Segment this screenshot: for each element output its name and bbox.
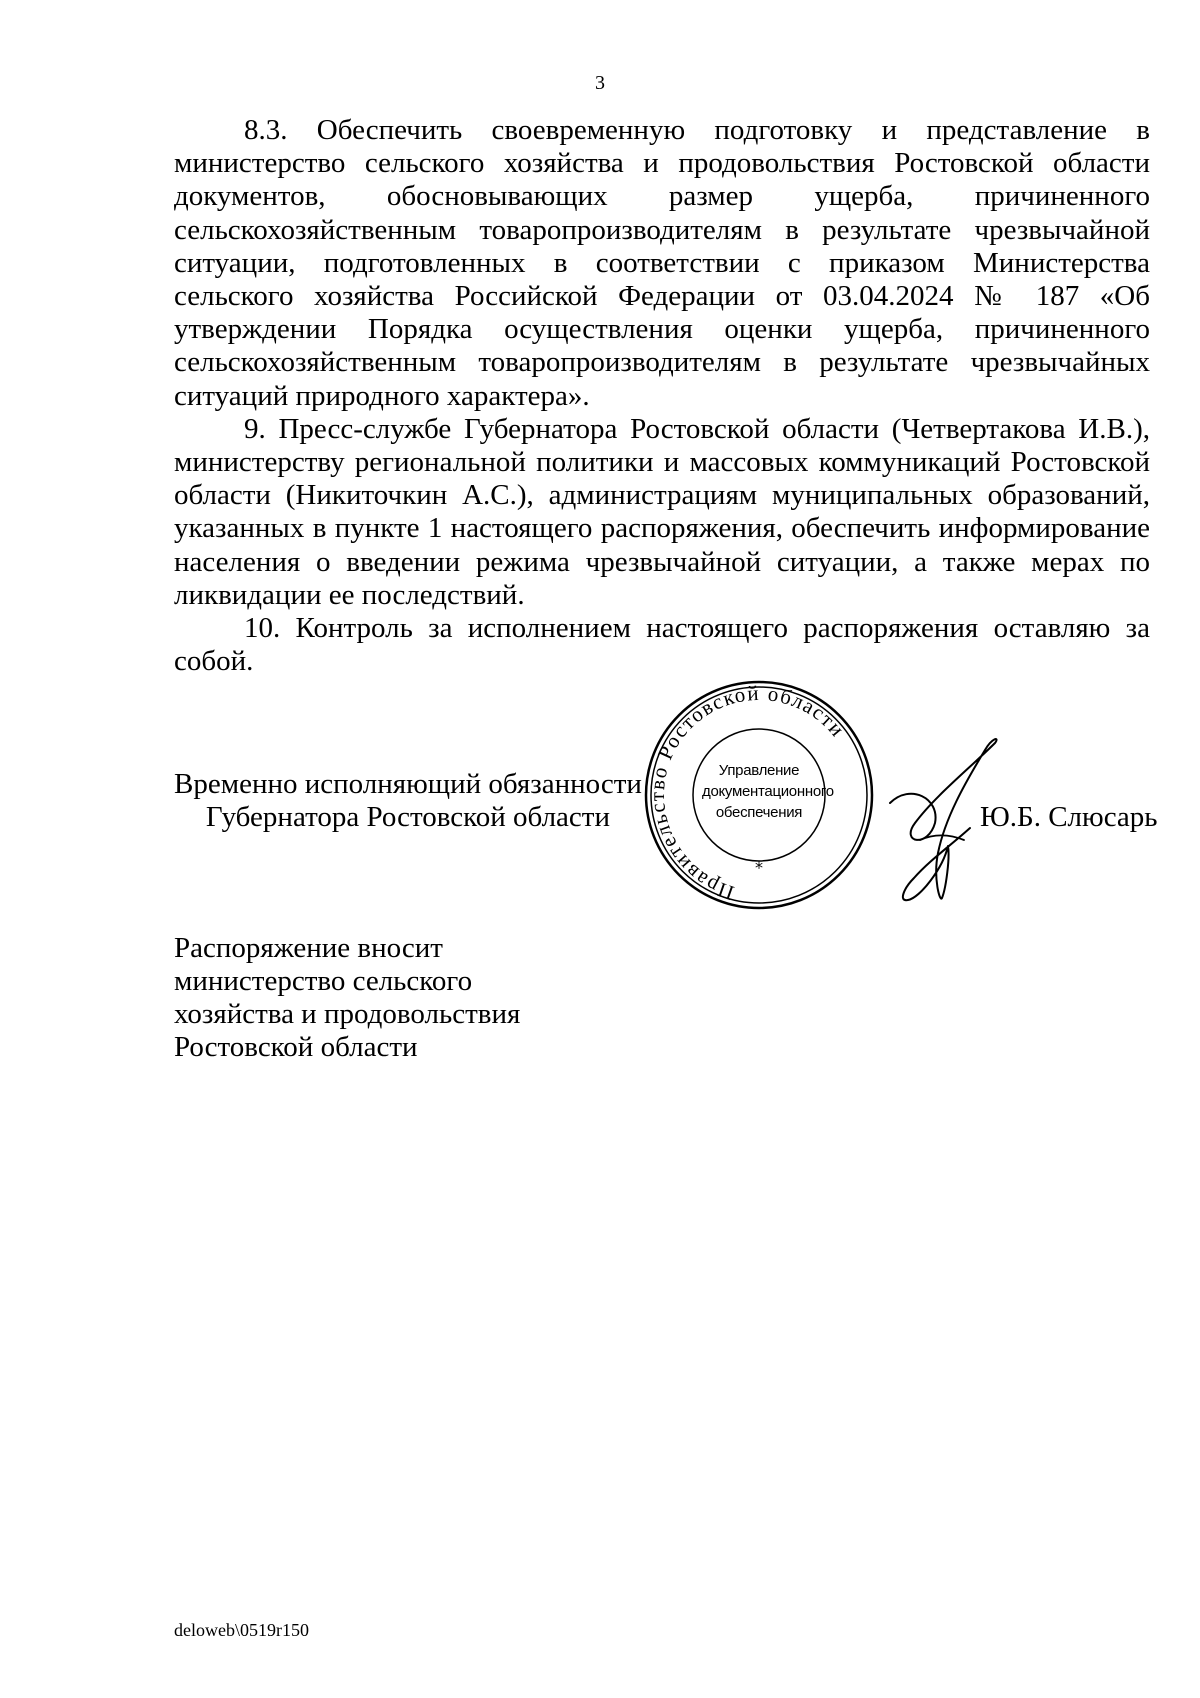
paragraph-10: 10. Контроль за исполнением настоящего распоряжения оставляю за собой. [174, 612, 1150, 678]
submitted-by-line-3: хозяйства и продовольствия [174, 998, 521, 1030]
document-code: deloweb\0519r150 [174, 1620, 309, 1640]
seal-ring-text: Правительство Ростовской области [644, 680, 851, 906]
paragraph-8-3: 8.3. Обеспечить своевременную подготовку и представление в министерство сельского хозяйства и продовольствия Ростовской области документов, обосновывающих размер ущерба, причиненного сельскохозяйственным товаропроизводителям в результате чрезвычайной ситуации, подготовленных в соответствии с приказом Министерства сельского хозяйства Российской Федерации от 03.04.2024 № 187 «Об утверждении Порядка осуществления оценки ущерба, причиненного сельскохозяйственным товаропроизводителям в результате чрезвычайных ситуаций природного характера». [174, 114, 1150, 412]
document-body [174, 114, 1150, 678]
submitted-by-note [174, 932, 520, 1064]
submitted-by-line-1: Распоряжение вносит [174, 932, 443, 964]
signatory-name: Ю.Б. Слюсарь [980, 801, 1158, 833]
seal-center-text [702, 760, 834, 823]
signatory-title-line-1: Временно исполняющий обязанности [174, 768, 642, 800]
seal-star-icon: * [755, 858, 763, 877]
seal-center-line-3: обеспечения [715, 804, 803, 821]
seal-center-line-2: документационного [702, 783, 834, 800]
official-seal [644, 680, 874, 910]
submitted-by-line-4: Ростовской области [174, 1031, 418, 1063]
signatory-title-line-2: Губернатора Ростовской области [205, 801, 610, 833]
page-number: 3 [595, 72, 605, 94]
paragraph-9: 9. Пресс-службе Губернатора Ростовской области (Четвертакова И.В.), министерству региональной политики и массовых коммуникаций Ростовской области (Никиточкин А.С.), администрациям муниципальных образований, указанных в пункте 1 настоящего распоряжения, обеспечить информирование населения о введении режима чрезвычайной ситуации, а также мерах по ликвидации ее последствий. [174, 412, 1150, 611]
signature-block [0, 680, 1200, 930]
signatory-title [174, 768, 642, 834]
submitted-by-line-2: министерство сельского [174, 965, 473, 997]
seal-center-line-1: Управление [718, 762, 800, 779]
